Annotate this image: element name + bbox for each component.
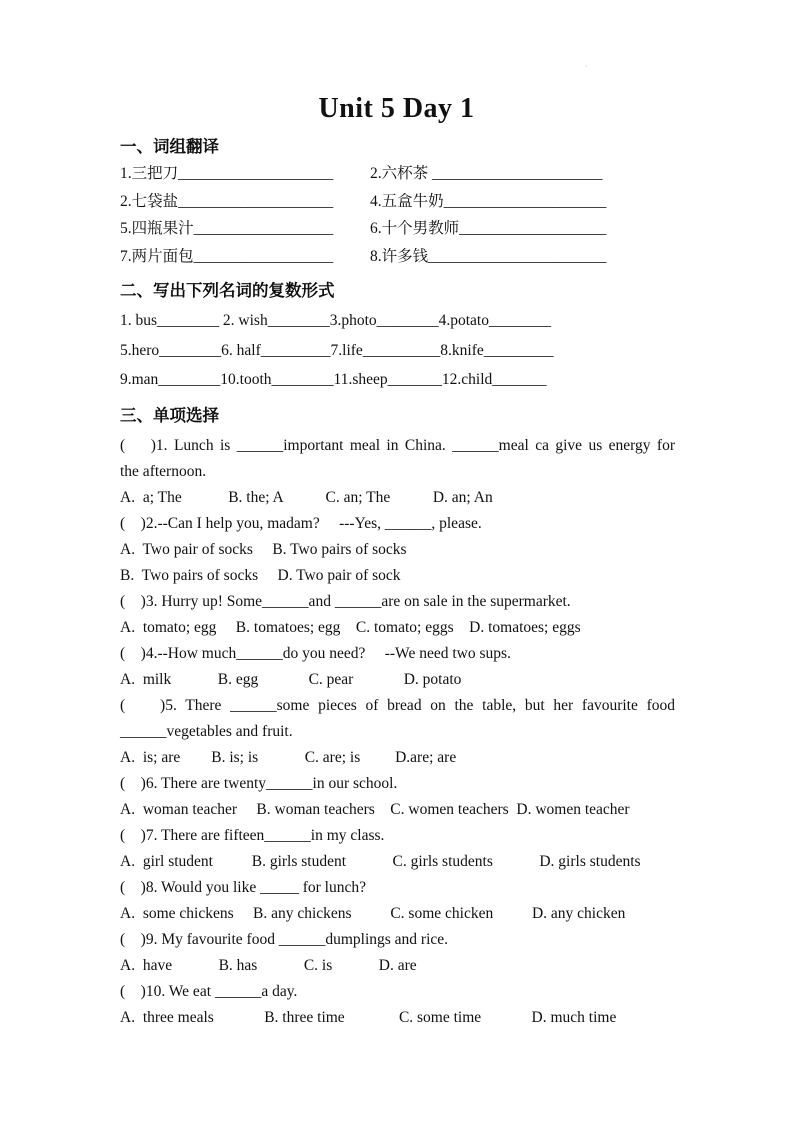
plural-row-2: 5.hero________6. half_________7.life__________8.knife_________: [120, 341, 554, 359]
question-8-options: A. some chickens B. any chickens C. some chicken D. any chicken: [120, 904, 626, 922]
question-3-options: A. tomato; egg B. tomatoes; egg C. tomato; eggs D. tomatoes; eggs: [120, 618, 581, 636]
question-8: ( )8. Would you like _____ for lunch?: [120, 878, 366, 896]
question-2-options-row-2: B. Two pairs of socks D. Two pair of sock: [120, 566, 401, 584]
question-10: ( )10. We eat ______a day.: [120, 982, 298, 1000]
phrase-item-8: 8.许多钱_______________________: [370, 247, 607, 265]
multiple-choice-list: [120, 433, 675, 1031]
question-9: ( )9. My favourite food ______dumplings and rice.: [120, 930, 449, 948]
question-6-options: A. woman teacher B. woman teachers C. women teachers D. women teacher: [120, 800, 630, 818]
scan-artifact-dot: ·: [585, 61, 588, 71]
phrase-item-4: 4.五盒牛奶_____________________: [370, 192, 607, 210]
phrase-item-7: 7.两片面包__________________: [120, 247, 334, 265]
question-3: ( )3. Hurry up! Some______and ______are on sale in the supermarket.: [120, 592, 571, 610]
question-4: ( )4.--How much______do you need? --We need two sups.: [120, 644, 511, 662]
question-1-line-1: ( )1. Lunch is ______important meal in China. ______meal ca give us energy for: [120, 436, 675, 454]
question-9-options: A. have B. has C. is D. are: [120, 956, 417, 974]
plural-row-3: 9.man________10.tooth________11.sheep_______12.child_______: [120, 371, 547, 388]
phrase-item-5: 5.四瓶果汁__________________: [120, 220, 334, 237]
question-2: ( )2.--Can I help you, madam? ---Yes, ______, please.: [120, 514, 482, 532]
phrase-item-6: 6.十个男教师___________________: [370, 220, 607, 237]
section3-heading: 三、单项选择: [120, 406, 219, 425]
phrase-translation-list: [120, 160, 675, 270]
phrase-item-2: 2.六杯茶 ______________________: [370, 165, 603, 182]
question-7: ( )7. There are fifteen______in my class.: [120, 826, 385, 844]
section2-heading: 二、写出下列名词的复数形式: [120, 282, 335, 300]
question-6: ( )6. There are twenty______in our school.: [120, 774, 398, 792]
question-1-options: A. a; The B. the; A C. an; The D. an; An: [120, 488, 493, 506]
question-10-options: A. three meals B. three time C. some time D. much time: [120, 1008, 617, 1026]
question-7-options: A. girl student B. girls student C. girls students D. girls students: [120, 852, 641, 870]
page-title: Unit 5 Day 1: [318, 93, 475, 124]
question-5-options: A. is; are B. is; is C. are; is D.are; are: [120, 748, 457, 766]
plural-row-1: 1. bus________ 2. wish________3.photo________4.potato________: [120, 312, 551, 329]
question-5-line-1: ( )5. There ______some pieces of bread on the table, but her favourite food: [120, 696, 675, 714]
worksheet-content: [0, 134, 793, 1031]
question-5-line-2: ______vegetables and fruit.: [120, 722, 293, 740]
phrase-item-3: 2.七袋盐____________________: [120, 192, 334, 210]
question-1-line-2: the afternoon.: [120, 462, 207, 480]
question-2-options-row-1: A. Two pair of socks B. Two pairs of socks: [120, 540, 407, 558]
phrase-item-1: 1.三把刀____________________: [120, 165, 334, 182]
plural-forms-list: [120, 306, 675, 395]
question-4-options: A. milk B. egg C. pear D. potato: [120, 670, 462, 688]
section1-heading: 一、词组翻译: [120, 138, 219, 156]
